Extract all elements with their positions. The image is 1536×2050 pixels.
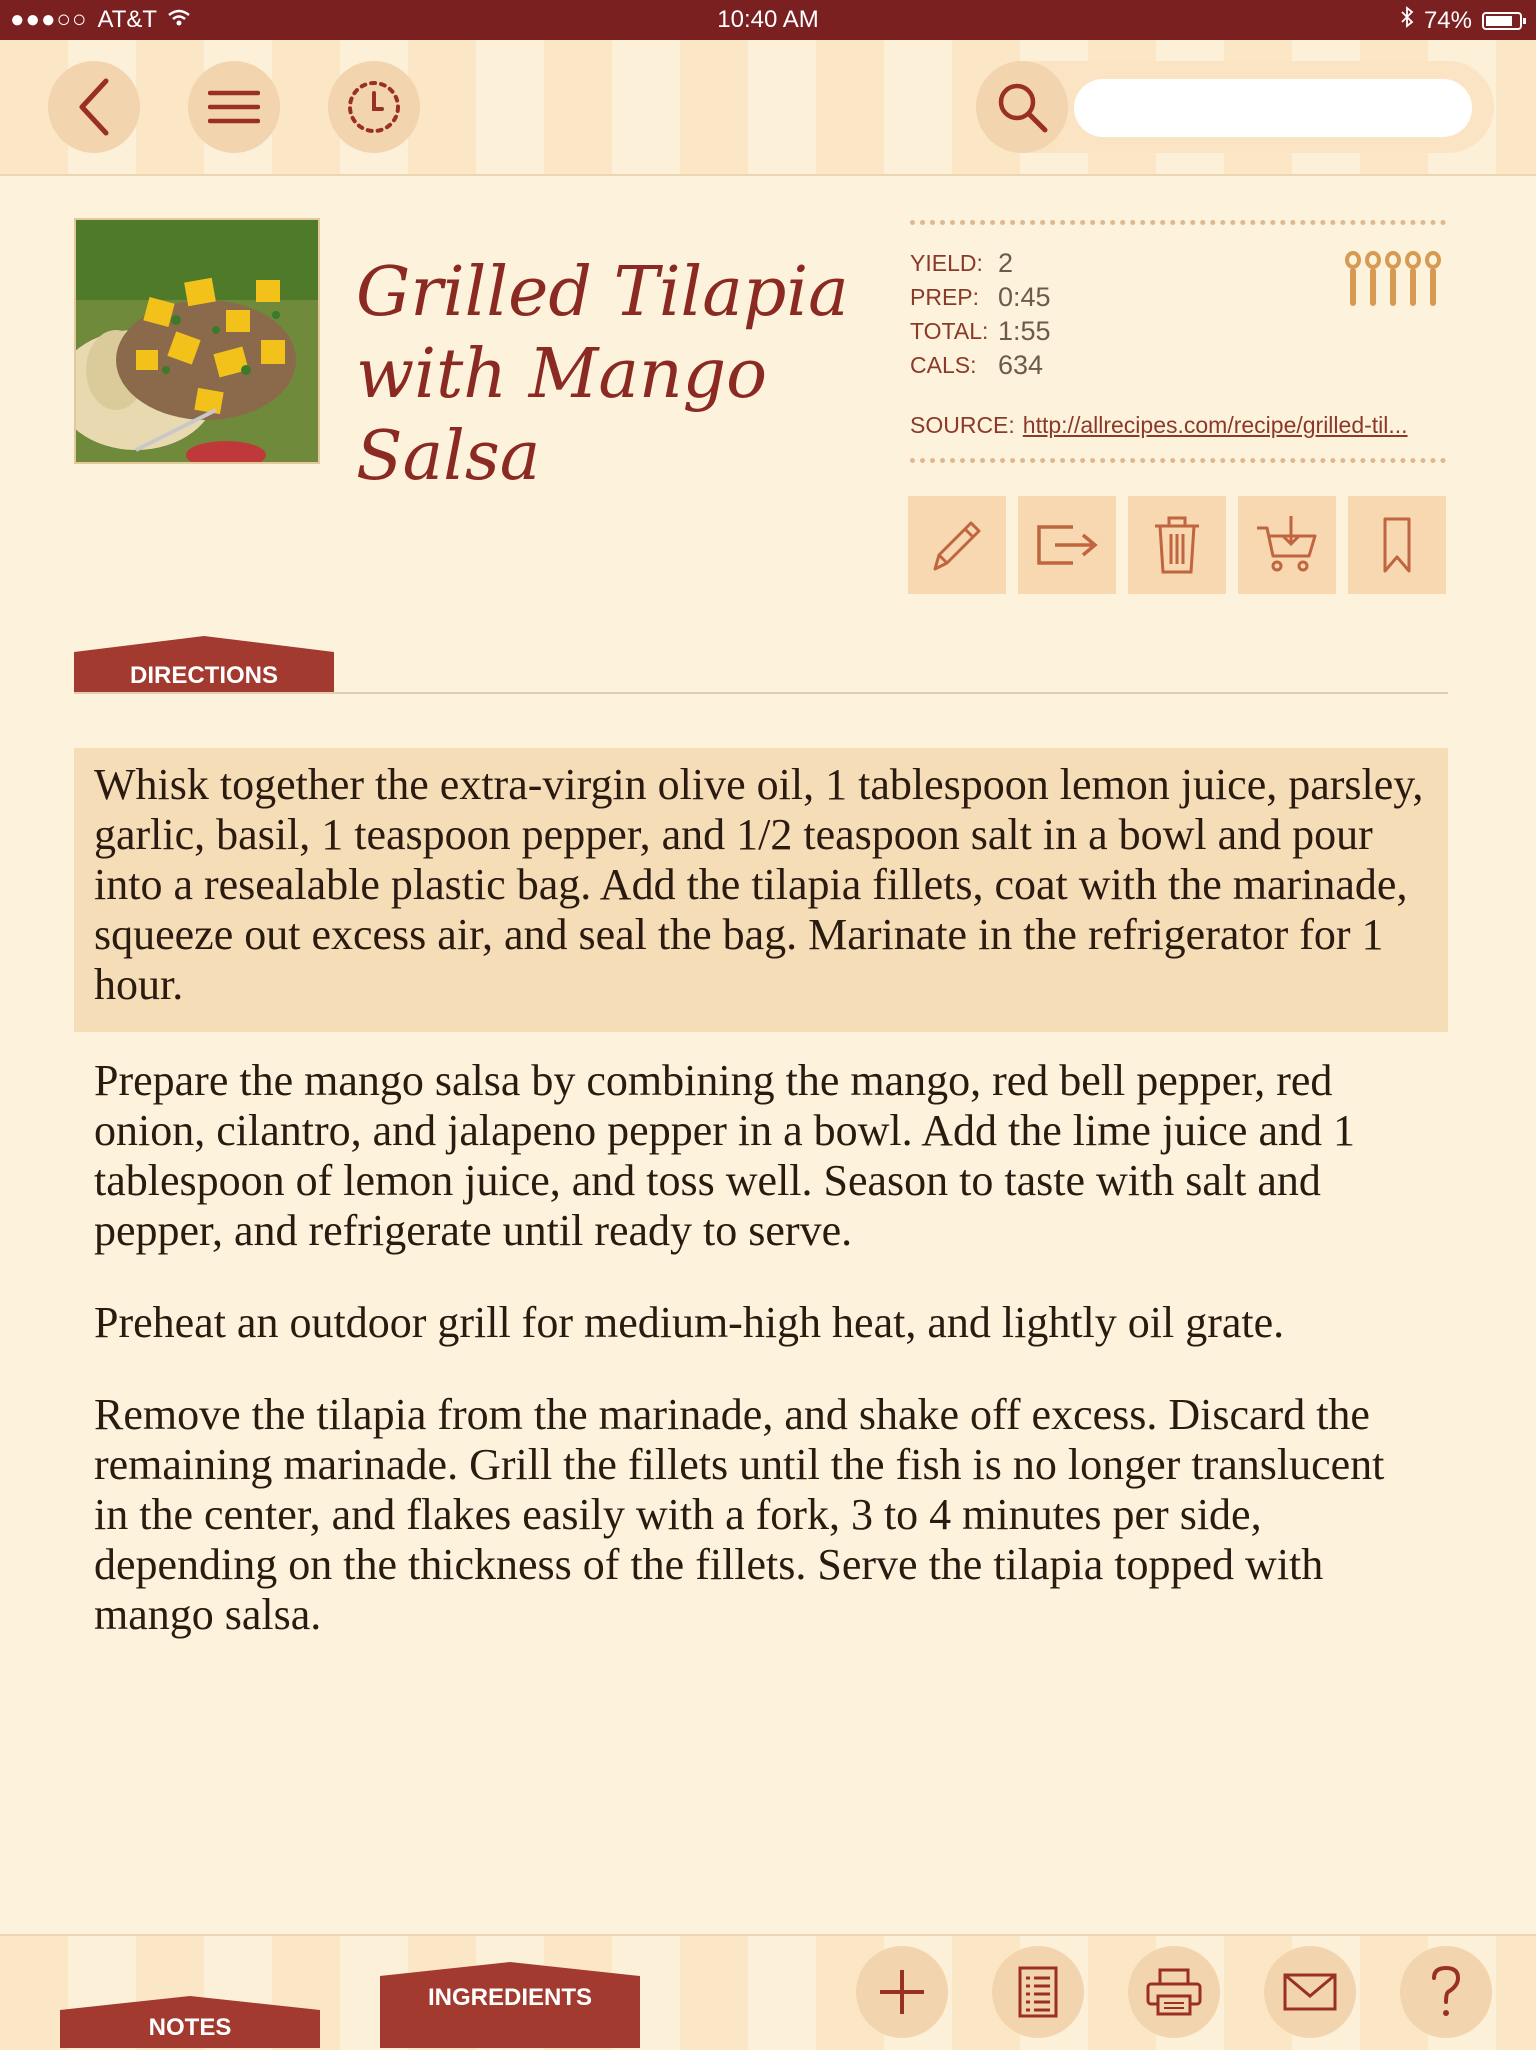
yield-label: YIELD: xyxy=(910,249,983,276)
recipe-meta xyxy=(910,246,1051,382)
status-time: 10:40 AM xyxy=(717,6,819,33)
recipe-title-line1: Grilled Tilapia xyxy=(356,253,849,332)
trash-icon xyxy=(1151,514,1203,576)
edit-pencil-icon xyxy=(925,513,989,577)
carrier-label: AT&T xyxy=(97,6,158,33)
mail-icon xyxy=(1282,1972,1338,2012)
bookmark-button[interactable] xyxy=(1348,496,1446,594)
source-row xyxy=(910,412,1408,439)
spoon-icon xyxy=(1424,250,1442,308)
dotted-divider-bottom xyxy=(910,458,1446,463)
spoon-icon xyxy=(1344,250,1362,308)
print-icon xyxy=(1144,1966,1204,2018)
history-button[interactable] xyxy=(328,61,420,153)
add-icon xyxy=(876,1966,928,2018)
yield-row xyxy=(910,246,1051,280)
bookmark-icon xyxy=(1379,515,1415,575)
source-label: SOURCE: xyxy=(910,412,1015,438)
spoon-rating[interactable] xyxy=(1344,250,1442,308)
add-to-cart-icon xyxy=(1253,514,1321,576)
edit-button[interactable] xyxy=(908,496,1006,594)
tab-directions-label: DIRECTIONS xyxy=(129,662,278,689)
tab-divider xyxy=(74,692,1448,694)
yield-value[interactable]: 2 xyxy=(998,247,1014,278)
menu-icon xyxy=(208,87,260,127)
spoon-icon xyxy=(1404,250,1422,308)
spoon-icon xyxy=(1384,250,1402,308)
cals-label: CALS: xyxy=(910,351,977,378)
direction-step[interactable]: Remove the tilapia from the marinade, and shake off excess. Discard the remaining marinade. Grill the fillets until the fish is no longer translucent in the center, and flakes easily with a fork, 3 to 4 minutes per side, depending on the thickness of the fillets. Serve the tilapia topped with mango salsa. xyxy=(94,1390,1385,1639)
spoon-icon xyxy=(1364,250,1382,308)
tab-notes[interactable] xyxy=(60,1996,320,2048)
cals-value: 634 xyxy=(998,349,1044,380)
share-export-icon xyxy=(1033,517,1101,573)
tab-directions[interactable] xyxy=(74,636,334,694)
print-button[interactable] xyxy=(1128,1946,1220,2038)
direction-step[interactable]: Preheat an outdoor grill for medium-high heat, and lightly oil grate. xyxy=(94,1298,1285,1347)
back-button[interactable] xyxy=(48,61,140,153)
prep-value: 0:45 xyxy=(998,281,1051,312)
recipe-actions xyxy=(908,496,1446,594)
cals-row xyxy=(910,348,1051,382)
source-link[interactable]: http://allrecipes.com/recipe/grilled-til... xyxy=(1022,412,1408,438)
search-icon xyxy=(995,80,1049,134)
add-to-cart-button[interactable] xyxy=(1238,496,1336,594)
search-bar xyxy=(976,61,1494,153)
dotted-divider-top xyxy=(910,220,1446,225)
signal-icon: ●●●○○ xyxy=(10,6,88,33)
prep-row xyxy=(910,280,1051,314)
tab-ingredients[interactable] xyxy=(380,1962,640,2048)
status-bar xyxy=(0,0,1536,40)
total-label: TOTAL: xyxy=(910,317,989,344)
direction-step[interactable]: Whisk together the extra-virgin olive oil, 1 tablespoon lemon juice, parsley, garlic, basil, 1 teaspoon pepper, and 1/2 teaspoon salt in a bowl and pour into a resealable plastic bag. Add the tilapia fillets, coat with the marinade, squeeze out excess air, and seal the bag. Marinate in the refrigerator for 1 hour. xyxy=(74,748,1448,1032)
list-button[interactable] xyxy=(992,1946,1084,2038)
direction-step[interactable]: Prepare the mango salsa by combining the mango, red bell pepper, red onion, cilantro, and jalapeno pepper in a bowl. Add the lime juice and 1 tablespoon of lemon juice, and toss well. Season to taste with salt and pepper, and refrigerate until ready to serve. xyxy=(94,1056,1355,1255)
help-button[interactable] xyxy=(1400,1946,1492,2038)
search-button[interactable] xyxy=(976,61,1068,153)
top-toolbar xyxy=(0,40,1536,176)
prep-label: PREP: xyxy=(910,283,980,310)
status-right xyxy=(1400,6,1522,35)
bluetooth-icon xyxy=(1400,6,1414,35)
recipe-photo xyxy=(74,218,320,464)
menu-button[interactable] xyxy=(188,61,280,153)
total-value: 1:55 xyxy=(998,315,1051,346)
tab-notes-label: NOTES xyxy=(148,2014,232,2041)
total-row xyxy=(910,314,1051,348)
battery-percent: 74% xyxy=(1423,6,1472,34)
delete-button[interactable] xyxy=(1128,496,1226,594)
mail-button[interactable] xyxy=(1264,1946,1356,2038)
recipe-info xyxy=(910,220,1446,438)
search-input[interactable] xyxy=(1074,79,1472,137)
tab-ingredients-label: INGREDIENTS xyxy=(427,1984,592,2011)
add-button[interactable] xyxy=(856,1946,948,2038)
list-icon xyxy=(1016,1964,1060,2020)
recipe-title-line2: with Mango Salsa xyxy=(356,335,768,496)
back-chevron-icon xyxy=(74,77,114,137)
recipe-title xyxy=(356,252,876,498)
history-clock-icon xyxy=(346,79,402,135)
help-icon xyxy=(1428,1964,1464,2020)
battery-icon xyxy=(1482,12,1522,30)
share-button[interactable] xyxy=(1018,496,1116,594)
directions-list xyxy=(74,748,1448,1672)
